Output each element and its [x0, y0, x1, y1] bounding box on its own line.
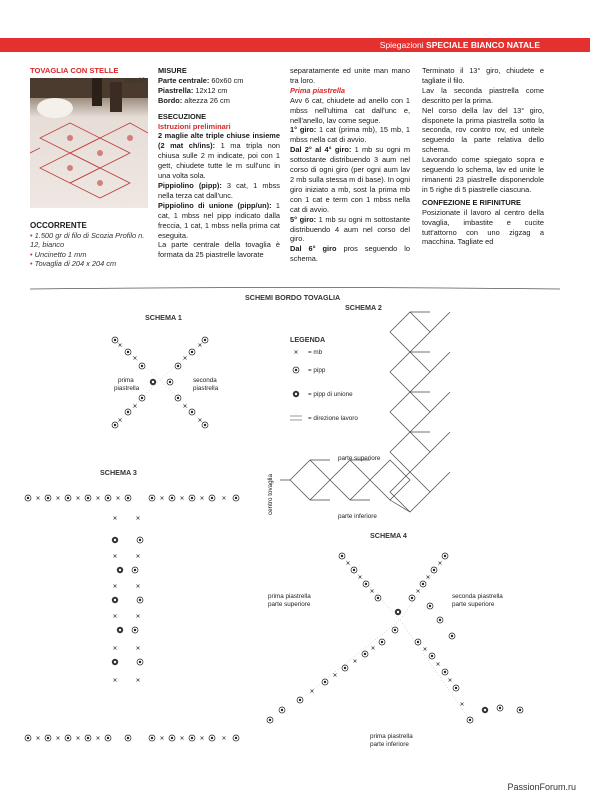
legend-pipp-icon — [293, 367, 299, 373]
paragraph: 2 maglie alte triple chiuse insieme (2 mat ch/ins): 1 ma tripla non chiusa sulle 2 m indicate, poi con 1 gett, chiudete tutte le m sull'unc in una volta sola. — [158, 131, 280, 181]
legend-dir-icon — [290, 416, 302, 420]
paragraph: separatamente ed unite man mano tra loro. — [290, 66, 410, 85]
schema4-prima-sup: prima piastrella — [268, 593, 311, 600]
schema4-drawing — [267, 553, 523, 723]
schema2-sup: parte superiore — [338, 455, 381, 462]
page-reference: pag.19 — [125, 77, 145, 84]
paragraph: Dal 6° giro pros seguendo lo schema. — [290, 244, 410, 264]
misure-heading: MISURE — [158, 66, 187, 75]
paragraph: Terminato il 13° giro, chiudete e tagliate il filo. — [422, 66, 544, 85]
legend-mb-icon — [295, 351, 298, 354]
diagram-area — [0, 290, 590, 780]
schema1-label-prima: prima — [118, 377, 134, 384]
paragraph: Pippiolino di unione (pipp/un): 1 cat, 1 mbss nel pipp indicato dalla freccia, 1 cat, 1 mbss nella prima cat eseguita. — [158, 200, 280, 240]
article-title: TOVAGLIA CON STELLE — [30, 66, 119, 75]
paragraph: Lav la seconda piastrella come descritto per la prima. — [422, 85, 544, 105]
section-name: SPECIALE BIANCO NATALE — [426, 40, 540, 50]
schema1-title: SCHEMA 1 — [145, 313, 182, 322]
paragraph: Pippiolino (pipp): 3 cat, 1 mbss nella terza cat dall'unc. — [158, 180, 280, 200]
schema4-prima-sup-2: parte superiore — [268, 601, 311, 608]
schema3-title: SCHEMA 3 — [100, 468, 137, 477]
column-4 — [422, 66, 544, 247]
schema1-label-prima-2: piastrella — [114, 385, 140, 392]
istruzioni-heading: Istruzioni preliminari — [158, 121, 231, 131]
schema3-drawing — [25, 495, 239, 741]
legend-dir: = direzione lavoro — [308, 415, 358, 422]
diagram-title: SCHEMI BORDO TOVAGLIA — [245, 293, 341, 302]
section-label: Spiegazioni — [379, 40, 424, 50]
materials-section — [30, 221, 155, 269]
schema4-seconda-sup-2: parte superiore — [452, 601, 495, 608]
legend-pippun-icon — [293, 391, 299, 397]
schema2-title: SCHEMA 2 — [345, 303, 382, 312]
tablecloth-photo — [30, 78, 148, 208]
paragraph: La parte centrale della tovaglia è formata da 25 piastrelle lavorate — [158, 240, 280, 260]
legend-pippun: = pipp di unione — [308, 391, 353, 398]
section-header-bar — [0, 38, 590, 52]
paragraph: Posizionate il lavoro al centro della tovaglia, imbastite e cucite tutt'attorno con uno zigzag a macchina. Tagliate ed — [422, 207, 544, 247]
materials-item: • Tovaglia di 204 x 204 cm — [30, 259, 155, 269]
materials-item: • Uncinetto 1 mm — [30, 250, 155, 260]
materials-item: • 1.500 gr di filo di Scozia Profilo n. 12, bianco — [30, 231, 155, 250]
paragraph: Dal 2° al 4° giro: 1 mb su ogni m sottostante distribuendo 3 aum nel corso di ogni giro (per ogni aum lav 2 mb sulla stessa m di base). In ogni giro iniziato a mb, sost la prima mb con 1 cat e term con 1 mbss nella cat di avvio. — [290, 145, 410, 214]
schema1-label-seconda: seconda — [193, 377, 217, 384]
schema2-centro: centro tovaglia — [267, 474, 274, 515]
paragraph: Lavorando come spiegato sopra e seguendo lo schema, lav ed unite le rimanenti 23 piastrelle disponendole in 5 righe di 5 piastrelle ciascuna. — [422, 155, 544, 194]
confezione-heading: CONFEZIONE E RIFINITURE — [422, 197, 521, 207]
watermark-footer: PassionForum.ru — [507, 782, 576, 792]
paragraph: 5° giro: 1 mb su ogni m sottostante distribuendo 4 aum nel corso del giro. — [290, 214, 410, 244]
legend-title: LEGENDA — [290, 335, 326, 344]
legend-mb: = mb — [308, 349, 323, 356]
schema4-title: SCHEMA 4 — [370, 531, 407, 540]
legend-pipp: = pipp — [308, 367, 326, 374]
paragraph: Nel corso della lav del 13° giro, disponete la prima piastrella sotto la seconda, rov contro rov, ed unitele seguendo la parte relativa dello schema. — [422, 105, 544, 155]
misure-row: Bordo: altezza 26 cm — [158, 95, 230, 105]
paragraph: Avv 6 cat, chiudete ad anello con 1 mbss nell'ultima cat dall'unc e, nell'anello, lav come segue. — [290, 95, 410, 125]
esecuzione-heading: ESECUZIONE — [158, 111, 207, 121]
column-3 — [290, 66, 410, 264]
paragraph: 1° giro: 1 cat (prima mb), 15 mb, 1 mbss nella cat di avvio. — [290, 125, 410, 145]
schema1-label-seconda-2: piastrella — [193, 385, 219, 392]
materials-heading: OCCORRENTE — [30, 221, 87, 230]
section-title — [380, 38, 540, 52]
prima-heading: Prima piastrella — [290, 85, 346, 95]
schema4-prima-inf: prima piastrella — [370, 733, 413, 740]
schema4-prima-inf-2: parte inferiore — [370, 741, 409, 748]
misure-row: Parte centrale: 60x60 cm — [158, 75, 244, 85]
misure-row: Piastrella: 12x12 cm — [158, 85, 228, 95]
column-2 — [158, 66, 280, 260]
schema2-inf: parte inferiore — [338, 513, 377, 520]
schema4-seconda-sup: seconda piastrella — [452, 593, 503, 600]
